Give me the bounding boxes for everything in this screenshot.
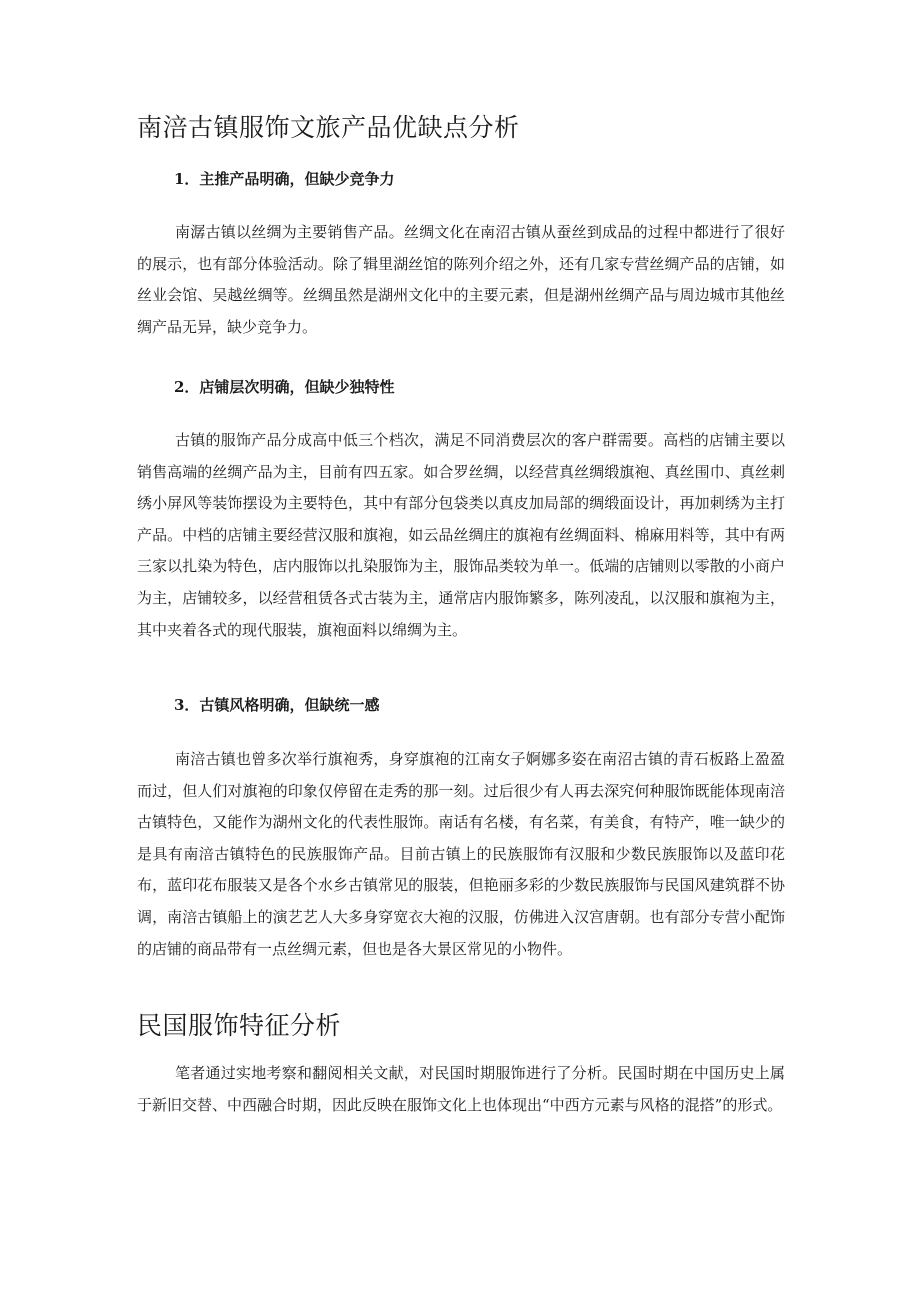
section-title-pros-cons: 南涪古镇服饰文旅产品优缺点分析	[137, 113, 520, 142]
paragraph-3: 南涪古镇也曾多次举行旗袍秀，身穿旗袍的江南女子婀娜多姿在南沼古镇的青石板路上盈盈而过，但人们对旗袍的印象仅停留在走秀的那一刻。过后很少有人再去深究何种服饰既能体现南涪古镇特色，又能作为湖州文化的代表性服饰。南话有名楼，有名菜，有美食，有特产，唯一缺少的是具有南涪古镇特色的民族服饰产品。目前古镇上的民族服饰有汉服和少数民族服饰以及蓝印花布，蓝印花布服装又是各个水乡古镇常见的服装，但艳丽多彩的少数民族服饰与民国风建筑群不协调，南涪古镇船上的演艺艺人大多身穿宽衣大袍的汉服，仿佛进入汉宫唐朝。也有部分专营小配饰的店铺的商品带有一点丝绸元素，但也是各大景区常见的小物件。	[137, 750, 785, 958]
subheading-2: 2．店铺层次明确，但缺少独特性	[174, 378, 395, 396]
section-title-republic-clothing: 民国服饰特征分析	[137, 1011, 342, 1040]
paragraph-1: 南潺古镇以丝绸为主要销售产品。丝绸文化在南沼古镇从蚕丝到成品的过程中都进行了很好的展示，也有部分体验活动。除了辑里湖丝馆的陈列介绍之外，还有几家专营丝绸产品的店铺，如丝业会馆、吴越丝绸等。丝绸虽然是湖州文化中的主要元素，但是湖州丝绸产品与周边城市其他丝绸产品无异，缺少竞争力。	[137, 223, 785, 336]
paragraph-2: 古镇的服饰产品分成高中低三个档次，满足不同消费层次的客户群需要。高档的店铺主要以销售高端的丝绸产品为主，目前有四五家。如合罗丝绸，以经营真丝绸缎旗袍、真丝围巾、真丝刺绣小屏风等装饰摆设为主要特色，其中有部分包袋类以真皮加局部的绸缎面设计，再加刺绣为主打产品。中档的店铺主要经营汉服和旗袍，如云品丝绸庄的旗袍有丝绸面料、棉麻用料等，其中有两三家以扎染为特色，店内服饰以扎染服饰为主，服饰品类较为单一。低端的店铺则以零散的小商户为主，店铺较多，以经营租赁各式古装为主，通常店内服饰繁多，陈列凌乱，以汉服和旗袍为主，其中夹着各式的现代服装，旗袍面料以绵绸为主。	[137, 431, 785, 639]
subheading-1: 1．主推产品明确，但缺少竞争力	[174, 170, 395, 188]
subheading-3: 3．古镇风格明确，但缺统一感	[174, 696, 380, 714]
paragraph-4: 笔者通过实地考察和翻阅相关文献，对民国时期服饰进行了分析。民国时期在中国历史上属于新旧交替、中西融合时期，因此反映在服饰文化上也体现出“中西方元素与风格的混搭”的形式。	[137, 1064, 785, 1114]
